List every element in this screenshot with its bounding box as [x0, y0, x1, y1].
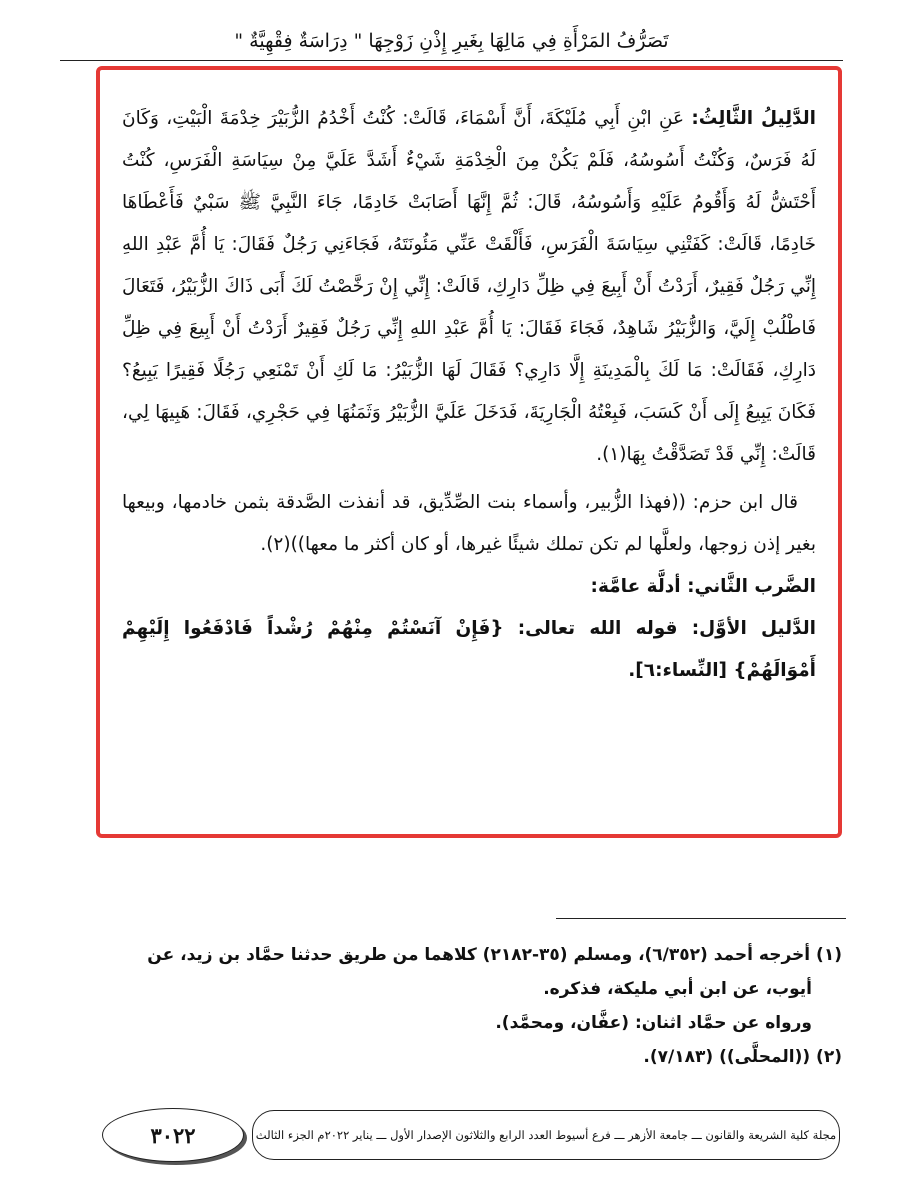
second-type-text: أدلَّة عامَّة: — [590, 576, 688, 597]
footnote-ref-1: (١). — [596, 444, 627, 465]
running-header-title: تَصَرُّفُ المَرْأَةِ فِي مَالِهَا بِغَيرِ إِذْنِ زَوْجِهَا " دِرَاسَةٌ فِقْهِيَّةٌ " — [234, 30, 669, 52]
footnote-1-line-2: أيوب، عن ابن أبي مليكة، فذكره. — [543, 979, 812, 999]
page-number: ٣٠٢٢ — [150, 1122, 196, 1148]
paragraph-ibn-hazm — [122, 482, 816, 566]
journal-text: مجلة كلية الشريعة والقانون ـــ جامعة الأزهر ـــ فرع أسيوط العدد الرابع والثلاثون الإصدار الأول ـــ يناير ٢٠٢٢م الجزء الثالث — [255, 1128, 837, 1142]
first-evidence-text: قوله الله تعالى: {فَإِنْ آنَسْتُمْ مِنْهُمْ رُشْداً فَادْفَعُوا إِلَيْهِمْ أَمْوَالَهُمْ} [النِّساء:٦]. — [122, 618, 816, 681]
highlighted-text-box — [96, 66, 842, 838]
third-evidence-label: الدَّلِيلُ الثَّالِثُ: — [691, 108, 817, 129]
page-footer — [100, 1104, 840, 1168]
paragraph-first-evidence — [122, 608, 816, 692]
footnote-separator — [556, 918, 846, 919]
journal-banner — [252, 1110, 840, 1160]
ibn-hazm-text: قال ابن حزم: ((فهذا الزُّبير، وأسماء بنت الصِّدِّيق، قد أنفذت الصَّدقة بثمن خادمها، وبيعها بغير إذن زوجها، ولعلَّها لم تكن تملك شيئًا غيرها، أو كان أكثر ما معها)) — [122, 492, 816, 555]
running-header — [60, 30, 843, 61]
first-evidence-label: الدَّليل الأوَّل: — [691, 618, 816, 639]
footnote-1-line-3: ورواه عن حمَّاد اثنان: (عفَّان، ومحمَّد). — [495, 1013, 812, 1033]
footnote-2: (٢) ((المحلَّى)) (٧/١٨٣). — [643, 1047, 842, 1067]
paragraph-second-type — [122, 566, 816, 608]
second-type-label: الضَّرب الثَّاني: — [687, 576, 816, 597]
page-number-badge — [102, 1108, 244, 1162]
footnotes — [96, 938, 842, 1074]
footnote-ref-2: (٢). — [260, 534, 291, 555]
paragraph-third-evidence — [122, 98, 816, 476]
third-evidence-text: عَنِ ابْنِ أَبِي مُلَيْكَةَ، أَنَّ أَسْمَاءَ، قَالَتْ: كُنْتُ أَخْدُمُ الزُّبَيْرَ خِدْمَةَ الْبَيْتِ، وَكَانَ لَهُ فَرَسٌ، وَكُنْتُ أَسُوسُهُ، فَلَمْ يَكُنْ مِنَ الْخِدْمَةِ شَيْءٌ أَشَدَّ عَلَيَّ مِنْ سِيَاسَةِ الْفَرَسِ، كُنْتُ أَحْتَشُّ لَهُ وَأَقُومُ عَلَيْهِ وَأَسُوسُهُ، قَالَ: ثُمَّ إِنَّهَا أَصَابَتْ خَادِمًا، جَاءَ النَّبِيَّ ﷺ سَبْيٌ فَأَعْطَاهَا خَادِمًا، قَالَتْ: كَفَتْنِي سِيَاسَةَ الْفَرَسِ، فَأَلْقَتْ عَنِّي مَئُونَتَهُ، فَجَاءَنِي رَجُلٌ فَقَالَ: يَا أُمَّ عَبْدِ اللهِ إِنِّي رَجُلٌ فَقِيرٌ، أَرَدْتُ أَنْ أَبِيعَ فِي ظِلِّ دَارِكِ، قَالَتْ: إِنِّي إِنْ رَخَّصْتُ لَكَ أَبَى ذَاكَ الزُّبَيْرُ، فَتَعَالَ فَاطْلُبْ إِلَيَّ، وَالزُّبَيْرُ شَاهِدٌ، فَجَاءَ فَقَالَ: يَا أُمَّ عَبْدِ اللهِ إِنِّي رَجُلٌ فَقِيرٌ أَرَدْتُ أَنْ أَبِيعَ فِي ظِلِّ دَارِكِ، فَقَالَتْ: مَا لَكَ بِالْمَدِينَةِ إِلَّا دَارِي؟ فَقَالَ لَهَا الزُّبَيْرُ: مَا لَكِ أَنْ تَمْنَعِي رَجُلًا فَقِيرًا يَبِيعُ؟ فَكَانَ يَبِيعُ إِلَى أَنْ كَسَبَ، فَبِعْتُهُ الْجَارِيَةَ، فَدَخَلَ عَلَيَّ الزُّبَيْرُ وَثَمَنُهَا فِي حَجْرِي، فَقَالَ: هَبِيهَا لِي، قَالَتْ: إِنِّي قَدْ تَصَدَّقْتُ بِهَا — [122, 108, 816, 465]
footnote-1-line-1: (١) أخرجه أحمد (٦/٣٥٢)، ومسلم (٣٥-٢١٨٢) كلاهما من طريق حدثنا حمَّاد بن زيد، عن — [147, 945, 842, 965]
